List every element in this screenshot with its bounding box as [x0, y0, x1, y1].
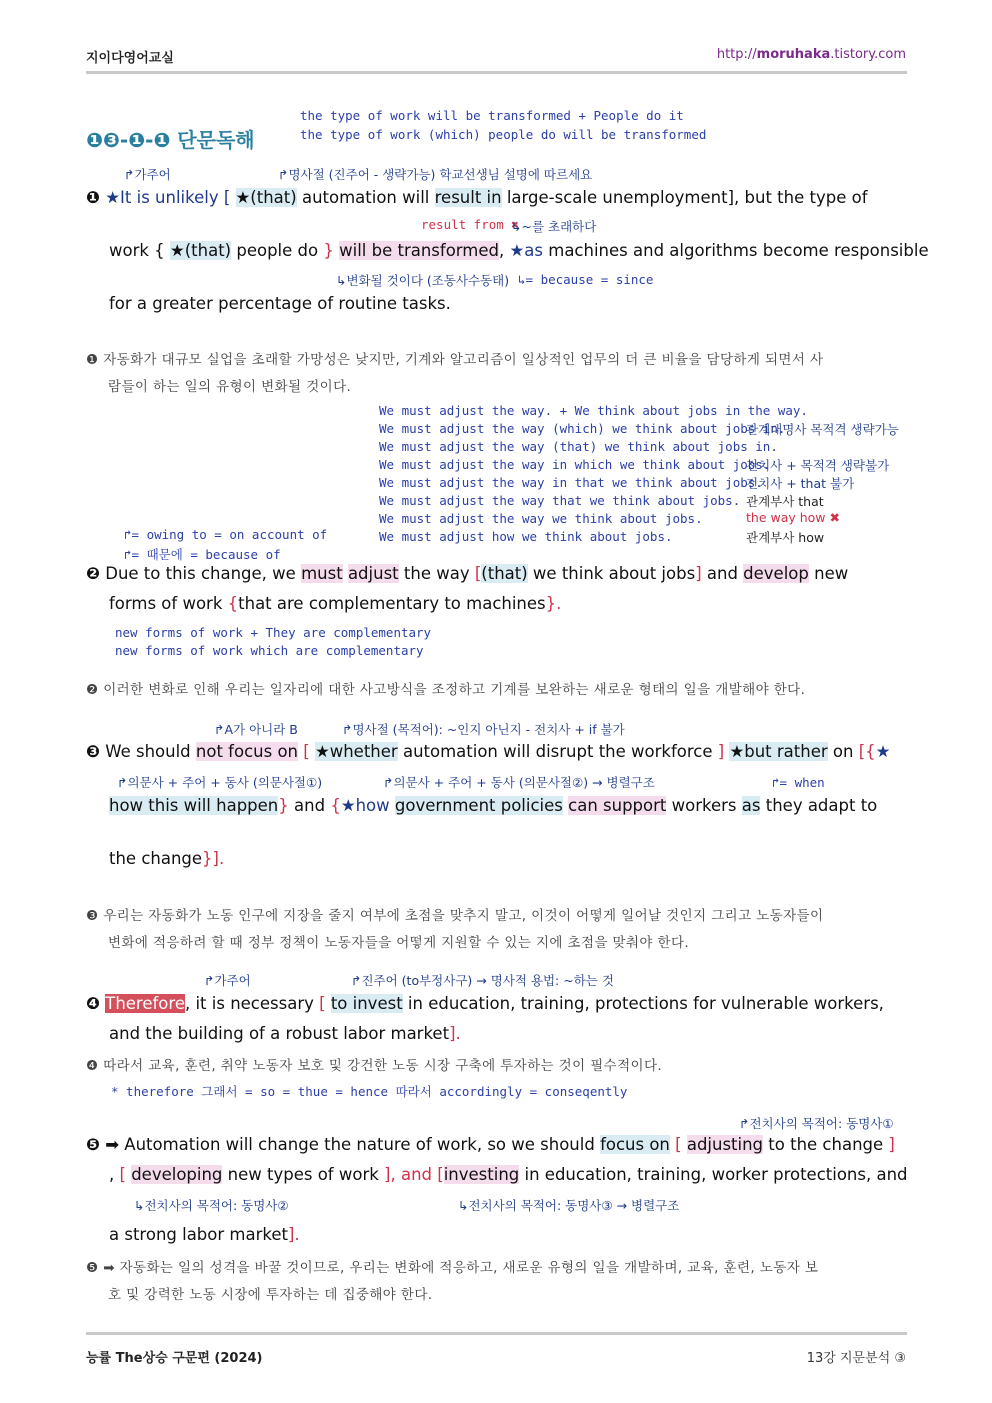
way-side-6: 관계부사 how: [746, 530, 825, 545]
header-url[interactable]: http://moruhaka.tistory.com: [716, 47, 906, 62]
s1-line-1: ❶ ★It is unlikely [ ★(that) automation will result in large-scale unemployment], but the type of: [86, 188, 868, 207]
way-note-because-of: ↱= 때문에 = because of: [124, 547, 281, 562]
s5-note-gerund-2: ↳전치사의 목적어: 동명사②: [134, 1198, 289, 1213]
s4-translation: ❹ 따라서 교육, 훈련, 취약 노동자 보호 및 강건한 노동 시장 구축에 투자하는 것이 필수적이다.: [86, 1058, 663, 1074]
s3-line-2: how this will happen} and {★how government policies can support workers as they adapt to: [109, 796, 878, 815]
s3-note-whether: ↱명사절 (목적어): ~인지 아닌지 - 전치사 + if 불가: [342, 722, 625, 737]
s2-line-1: ❷ Due to this change, we must adjust the way [(that) we think about jobs] and develop new: [86, 564, 849, 583]
way-side-3: 전치사 + that 불가: [746, 476, 855, 491]
s1-line-2: work { ★(that) people do } will be transformed, ★as machines and algorithms become responsible: [109, 241, 929, 260]
s4-note-real-subject: ↱진주어 (to부정사구) → 명사적 용법: ~하는 것: [351, 973, 614, 988]
s2-translation: ❷ 이러한 변화로 인해 우리는 일자리에 대한 사고방식을 조정하고 기계를 보완하는 새로운 형태의 일을 개발해야 한다.: [86, 682, 806, 698]
s4-line-1: ❹ Therefore, it is necessary [ to invest in education, training, protections for vulnerable workers,: [86, 994, 884, 1013]
page-title: ❶❸-❶-❶ 단문독해: [86, 128, 255, 152]
footer-book-title: 능률 The상승 구문편 (2024): [86, 1351, 263, 1366]
s5-line-1: ❺ ➡ Automation will change the nature of work, so we should focus on [ adjusting to the change ]: [86, 1135, 895, 1154]
s5-note-gerund-3: ↳전치사의 목적어: 동명사③ → 병렬구조: [458, 1198, 680, 1213]
s2-note-2: new forms of work which are complementary: [115, 643, 424, 658]
s1-translation-2: 람들이 하는 일의 유형이 변화될 것이다.: [108, 379, 352, 395]
way-side-4: 관계부사 that: [746, 494, 824, 509]
s5-translation-2: 호 및 강력한 노동 시장에 투자하는 데 집중해야 한다.: [108, 1287, 433, 1303]
header-rule: [86, 71, 907, 74]
s1-translation-1: ❶ 자동화가 대규모 실업을 초래할 가망성은 낮지만, 기계와 알고리즘이 일상적인 업무의 더 큰 비율을 담당하게 되면서 사: [86, 352, 824, 368]
s3-note-wh-1: ↱의문사 + 주어 + 동사 (의문사절①): [117, 775, 323, 790]
s1-note-dummy-subject: ↱가주어: [124, 167, 171, 182]
way-note-owing: ↱= owing to = on account of: [124, 527, 328, 542]
s3-line-3: the change}].: [109, 849, 225, 868]
s3-note-when: ↱= when: [772, 775, 825, 790]
s3-translation-1: ❸ 우리는 자동화가 노동 인구에 지장을 줄지 여부에 초점을 맞추지 말고, 이것이 어떻게 일어날 것인지 그리고 노동자들이: [86, 908, 824, 924]
s4-note-therefore: * therefore 그래서 = so = thue = hence 따라서 accordingly = conseqently: [111, 1084, 628, 1099]
s1-note-noun-clause: ↱명사절 (진주어 - 생략가능) 학교선생님 설명에 따르세요: [278, 167, 593, 182]
s3-translation-2: 변화에 적응하려 할 때 정부 정책이 노동자들을 어떻게 지원할 수 있는 지에 초점을 맞춰야 한다.: [108, 935, 690, 951]
s5-translation-1: ❺ ➡ 자동화는 일의 성격을 바꿀 것이므로, 우리는 변화에 적응하고, 새로운 유형의 일을 개발하며, 교육, 훈련, 노동자 보: [86, 1260, 819, 1276]
s4-note-dummy-subject: ↱가주어: [204, 973, 251, 988]
s1-note-cause: ↳~를 초래하다: [511, 219, 597, 234]
way-side-5: the way how ✖: [746, 510, 840, 525]
s2-note-1: new forms of work + They are complementary: [115, 625, 432, 640]
s4-line-2: and the building of a robust labor market].: [109, 1024, 461, 1043]
way-side-2: 전치사 + 목적격 생략불가: [746, 458, 890, 473]
s1-note-result-from: result from ✖: [421, 217, 519, 232]
way-side-1: 관계대명사 목적격 생략가능: [746, 422, 899, 437]
footer-lesson: 13강 지문분석 ③: [806, 1351, 906, 1366]
s3-line-1: ❸ We should not focus on [ ★whether automation will disrupt the workforce ] ★but rather on [{★: [86, 742, 891, 761]
s5-note-gerund-1: ↱전치사의 목적어: 동명사①: [739, 1116, 894, 1131]
s5-line-2: , [ developing new types of work ], and [investing in education, training, worker protections, and: [109, 1165, 908, 1184]
s1-line-3: for a greater percentage of routine tasks.: [109, 294, 451, 313]
s2-line-2: forms of work {that are complementary to machines}.: [109, 594, 562, 613]
s1-note-because: ↳= because = since: [518, 272, 654, 287]
s1-note-passive: ↳변화될 것이다 (조동사수동태): [336, 273, 510, 288]
s3-note-not-but: ↱A가 아니라 B: [214, 722, 298, 737]
s5-line-3: a strong labor market].: [109, 1225, 300, 1244]
header-title: 지이다영어교실: [86, 51, 174, 66]
title-note-2: the type of work (which) people do will be transformed: [300, 127, 707, 142]
title-note-1: the type of work will be transformed + People do it: [300, 108, 684, 123]
way-block: We must adjust the way. + We think about jobs in the way. We must adjust the way (which) we think about jobs in. We must adjust the way (that) we think about jobs in. We must adjust the way in which we think about jobs. We must adjust the way in that we think about jobs. We must adjust the way that we think about jobs. We must adjust the way we think about jobs. We must adjust how we think about jobs.: [379, 403, 808, 544]
s3-note-wh-2: ↱의문사 + 주어 + 동사 (의문사절②) → 병렬구조: [383, 775, 655, 790]
footer-rule: [86, 1332, 907, 1335]
